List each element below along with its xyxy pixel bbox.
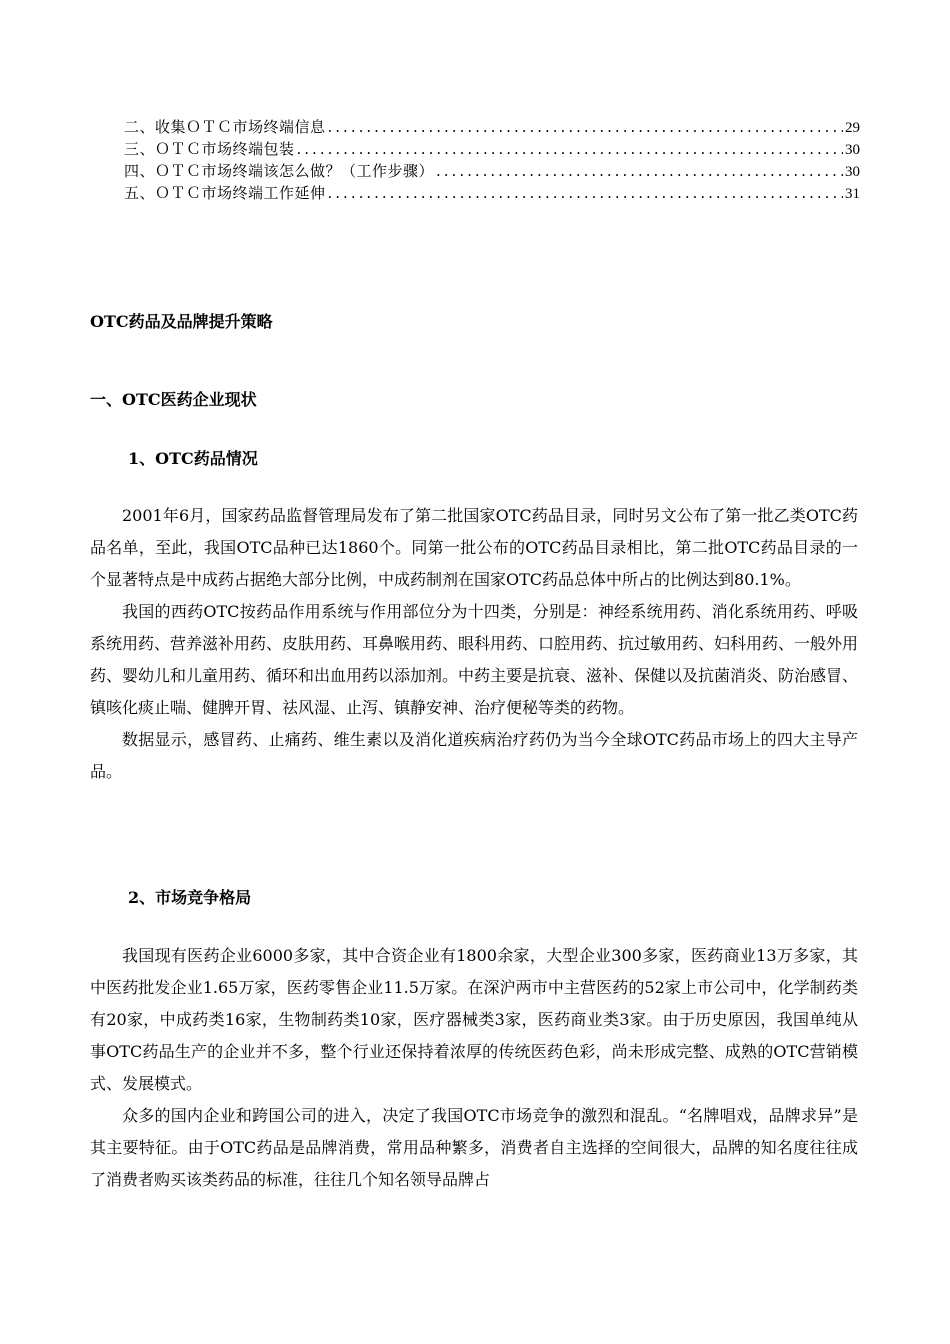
toc-leader-dots [436,160,843,182]
body-paragraph: 我国现有医药企业6000多家，其中合资企业有1800余家，大型企业300多家，医药商业13万多家，其中医药批发企业1.65万家，医药零售企业11.5万家。在深沪两市中主营医药的52家上市公司中，化学制药类有20家，中成药类16家，生物制药类10家，医疗器械类3家，医药商业类3家。由于历史原因，我国单纯从事OTC药品生产的企业并不多，整个行业还保持着浓厚的传统医药色彩，尚未形成完整、成熟的OTC营销模式、发展模式。 [90,946,858,1093]
table-of-contents [124,116,860,204]
subsection-heading-competition: 2、市场竞争格局 [128,888,252,907]
toc-entry-label: 二、收集ＯＴＣ市场终端信息 [124,118,326,136]
toc-leader-dots [328,182,843,204]
toc-entry-page: 31 [845,186,860,202]
subsection-body-competition [90,940,858,1196]
toc-entry-label: 五、ＯＴＣ市场终端工作延伸 [124,184,326,202]
toc-entry[interactable] [124,116,860,138]
body-paragraph: 2001年6月，国家药品监督管理局发布了第二批国家OTC药品目录，同时另文公布了第一批乙类OTC药品名单，至此，我国OTC品种已达1860个。同第一批公布的OTC药品目录相比，第二批OTC药品目录的一个显著特点是中成药占据绝大部分比例，中成药制剂在国家OTC药品总体中所占的比例达到80.1%。 [90,506,858,589]
toc-entry-page: 30 [845,142,860,158]
toc-entry-page: 29 [845,120,860,136]
subsection-heading-otc-drugs: 1、OTC药品情况 [128,449,258,468]
toc-entry-label: 三、ＯＴＣ市场终端包装 [124,140,295,158]
toc-leader-dots [328,116,843,138]
toc-entry[interactable] [124,138,860,160]
toc-entry[interactable] [124,160,860,182]
body-paragraph: 数据显示，感冒药、止痛药、维生素以及消化道疾病治疗药仍为当今全球OTC药品市场上的四大主导产品。 [90,730,858,781]
toc-leader-dots [297,138,843,160]
section-heading: 一、OTC医药企业现状 [90,390,257,409]
document-title: OTC药品及品牌提升策略 [90,312,273,331]
toc-entry[interactable] [124,182,860,204]
toc-entry-label: 四、ＯＴＣ市场终端该怎么做？（工作步骤） [124,162,435,180]
toc-entry-page: 30 [845,164,860,180]
subsection-body-otc-drugs [90,500,858,788]
body-paragraph: 我国的西药OTC按药品作用系统与作用部位分为十四类，分别是：神经系统用药、消化系统用药、呼吸系统用药、营养滋补用药、皮肤用药、耳鼻喉用药、眼科用药、口腔用药、抗过敏用药、妇科用药、一般外用药、婴幼儿和儿童用药、循环和出血用药以添加剂。中药主要是抗衰、滋补、保健以及抗菌消炎、防治感冒、镇咳化痰止喘、健脾开胃、祛风湿、止泻、镇静安神、治疗便秘等类的药物。 [90,602,859,717]
body-paragraph: 众多的国内企业和跨国公司的进入，决定了我国OTC市场竞争的激烈和混乱。“名牌唱戏，品牌求异”是其主要特征。由于OTC药品是品牌消费，常用品种繁多，消费者自主选择的空间很大，品牌的知名度往往成了消费者购买该类药品的标准，往往几个知名领导品牌占 [90,1106,858,1189]
